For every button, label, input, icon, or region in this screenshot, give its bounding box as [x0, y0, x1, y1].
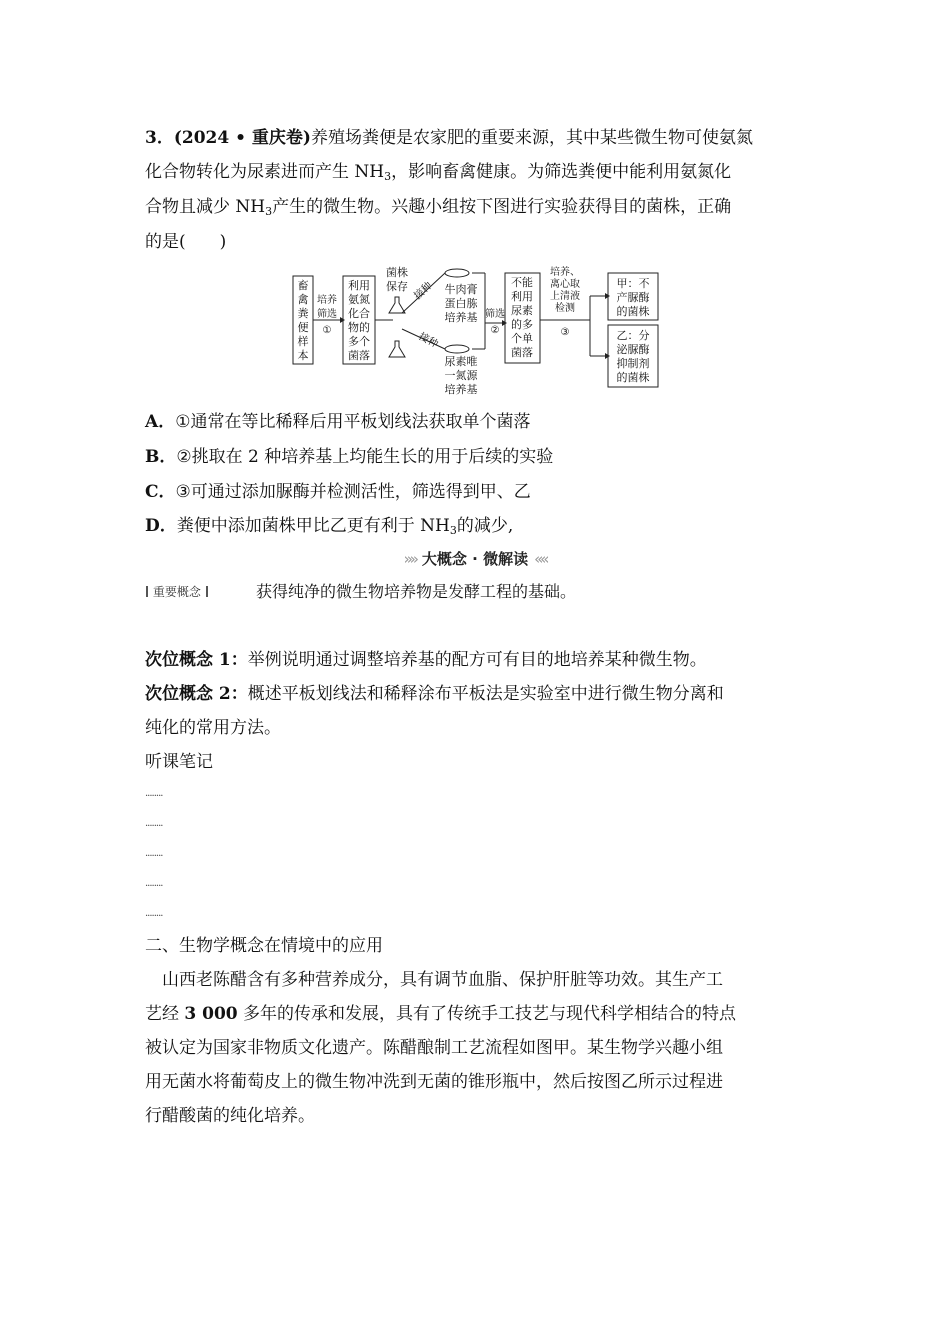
inoculate-label-down: 接种: [416, 331, 440, 351]
notes-line[interactable]: ........: [145, 908, 163, 919]
single-line: 的多: [511, 318, 533, 331]
big-concept-banner: »» 大概念 · 微解读 ««: [403, 550, 547, 568]
notes-line[interactable]: ........: [145, 878, 163, 889]
notes-title: 听课笔记: [145, 752, 213, 772]
colonies-line: 化合: [348, 307, 370, 320]
result-yi-line: 的菌株: [616, 371, 650, 384]
notes-line[interactable]: ........: [145, 818, 163, 829]
section2-p3: 被认定为国家非物质文化遗产。陈醋酿制工艺流程如图甲。某生物学兴趣小组: [145, 1038, 723, 1058]
result-yi-line: 泌脲酶: [616, 343, 650, 356]
section2-p2: 艺经 3 000 多年的传承和发展，具有了传统手工技艺与现代科学相结合的特点: [145, 1004, 737, 1024]
section2-title: 二、生物学概念在情境中的应用: [145, 936, 383, 956]
strain-keep-label: 菌株: [386, 266, 408, 279]
medium1-label: 蛋白胨: [444, 297, 478, 310]
result-yi-line: 抑制剂: [616, 357, 650, 370]
result-jia-line: 甲：不: [616, 277, 650, 290]
sample-char: 便: [297, 321, 309, 334]
sub-concept-2-cont: 纯化的常用方法。: [145, 718, 281, 738]
step1-label: ①: [322, 325, 332, 336]
sample-char: 样: [297, 335, 309, 348]
medium2-label: 尿素唯: [444, 355, 478, 368]
question-line-1: 3．(2024 • 重庆卷)养殖场粪便是农家肥的重要来源，其中某些微生物可使氨氮: [145, 128, 753, 148]
result-jia-line: 产脲酶: [616, 291, 650, 304]
notes-line[interactable]: ........: [145, 848, 163, 859]
colonies-line: 菌落: [348, 349, 370, 362]
section2-p5: 行醋酸菌的纯化培养。: [145, 1106, 315, 1126]
medium2-label: 培养基: [444, 383, 478, 395]
step3-label: 离心取: [550, 279, 580, 290]
single-line: 利用: [511, 290, 533, 303]
section2-p4: 用无菌水将葡萄皮上的微生物冲洗到无菌的锥形瓶中，然后按图乙所示过程进: [145, 1072, 723, 1092]
option-d: D．粪便中添加菌株甲比乙更有利于 $NH_3$的减少,: [145, 516, 514, 537]
single-line: 不能: [511, 276, 533, 289]
question-line-4: 的是( ): [145, 232, 227, 252]
section2-p1: 山西老陈醋含有多种营养成分，具有调节血脂、保护肝脏等功效。其生产工: [145, 970, 723, 990]
question-line-2: 化合物转化为尿素进而产生 $NH_3$，影响畜禽健康。为筛选粪便中能利用氨氮化: [145, 162, 732, 183]
key-concept-tag: 重要概念: [145, 583, 209, 600]
colonies-line: 利用: [348, 279, 370, 292]
step1-label: 培养: [317, 295, 337, 306]
notes-line[interactable]: ........: [145, 788, 163, 799]
single-line: 菌落: [511, 346, 533, 359]
sample-char: 粪: [297, 307, 309, 320]
option-b: B．②挑取在 2 种培养基上均能生长的用于后续的实验: [145, 447, 554, 467]
colonies-line: 氨氮: [348, 293, 370, 306]
sample-char: 禽: [297, 293, 309, 306]
question-line-3: 合物且减少 $NH_3$产生的微生物。兴趣小组按下图进行实验获得目的菌株，正确: [145, 197, 732, 218]
experiment-flow-diagram: [285, 263, 665, 395]
key-concept-text: 获得纯净的微生物培养物是发酵工程的基础。: [256, 582, 577, 601]
medium1-label: 牛肉膏: [444, 283, 478, 296]
result-jia-line: 的菌株: [616, 305, 650, 318]
sub-concept-1: 次位概念 1：举例说明通过调整培养基的配方可有目的地培养某种微生物。: [145, 650, 707, 670]
sub-concept-2: 次位概念 2：概述平板划线法和稀释涂布平板法是实验室中进行微生物分离和: [145, 684, 724, 704]
strain-keep-label: 保存: [386, 280, 408, 293]
step2-label: 筛选: [485, 309, 505, 320]
colonies-line: 物的: [348, 321, 370, 334]
result-yi-line: 乙：分: [616, 329, 650, 342]
sample-char: 畜: [297, 279, 309, 292]
sample-char: 本: [297, 349, 309, 362]
medium2-label: 一氮源: [444, 369, 478, 382]
single-line: 尿素: [511, 304, 533, 317]
colonies-line: 多个: [348, 335, 370, 348]
step3-label: 检测: [555, 303, 575, 314]
medium1-label: 培养基: [444, 311, 478, 324]
step3-label: 上清液: [550, 291, 580, 302]
step3-label: ③: [560, 327, 570, 338]
option-c: C．③可通过添加脲酶并检测活性，筛选得到甲、乙: [145, 482, 531, 502]
step2-label: ②: [490, 325, 500, 336]
step1-label: 筛选: [317, 309, 337, 320]
inoculate-label-up: 接种: [412, 280, 435, 302]
option-a: A．①通常在等比稀释后用平板划线法获取单个菌落: [145, 412, 531, 432]
step3-label: 培养、: [550, 267, 580, 278]
single-line: 个单: [511, 332, 533, 345]
